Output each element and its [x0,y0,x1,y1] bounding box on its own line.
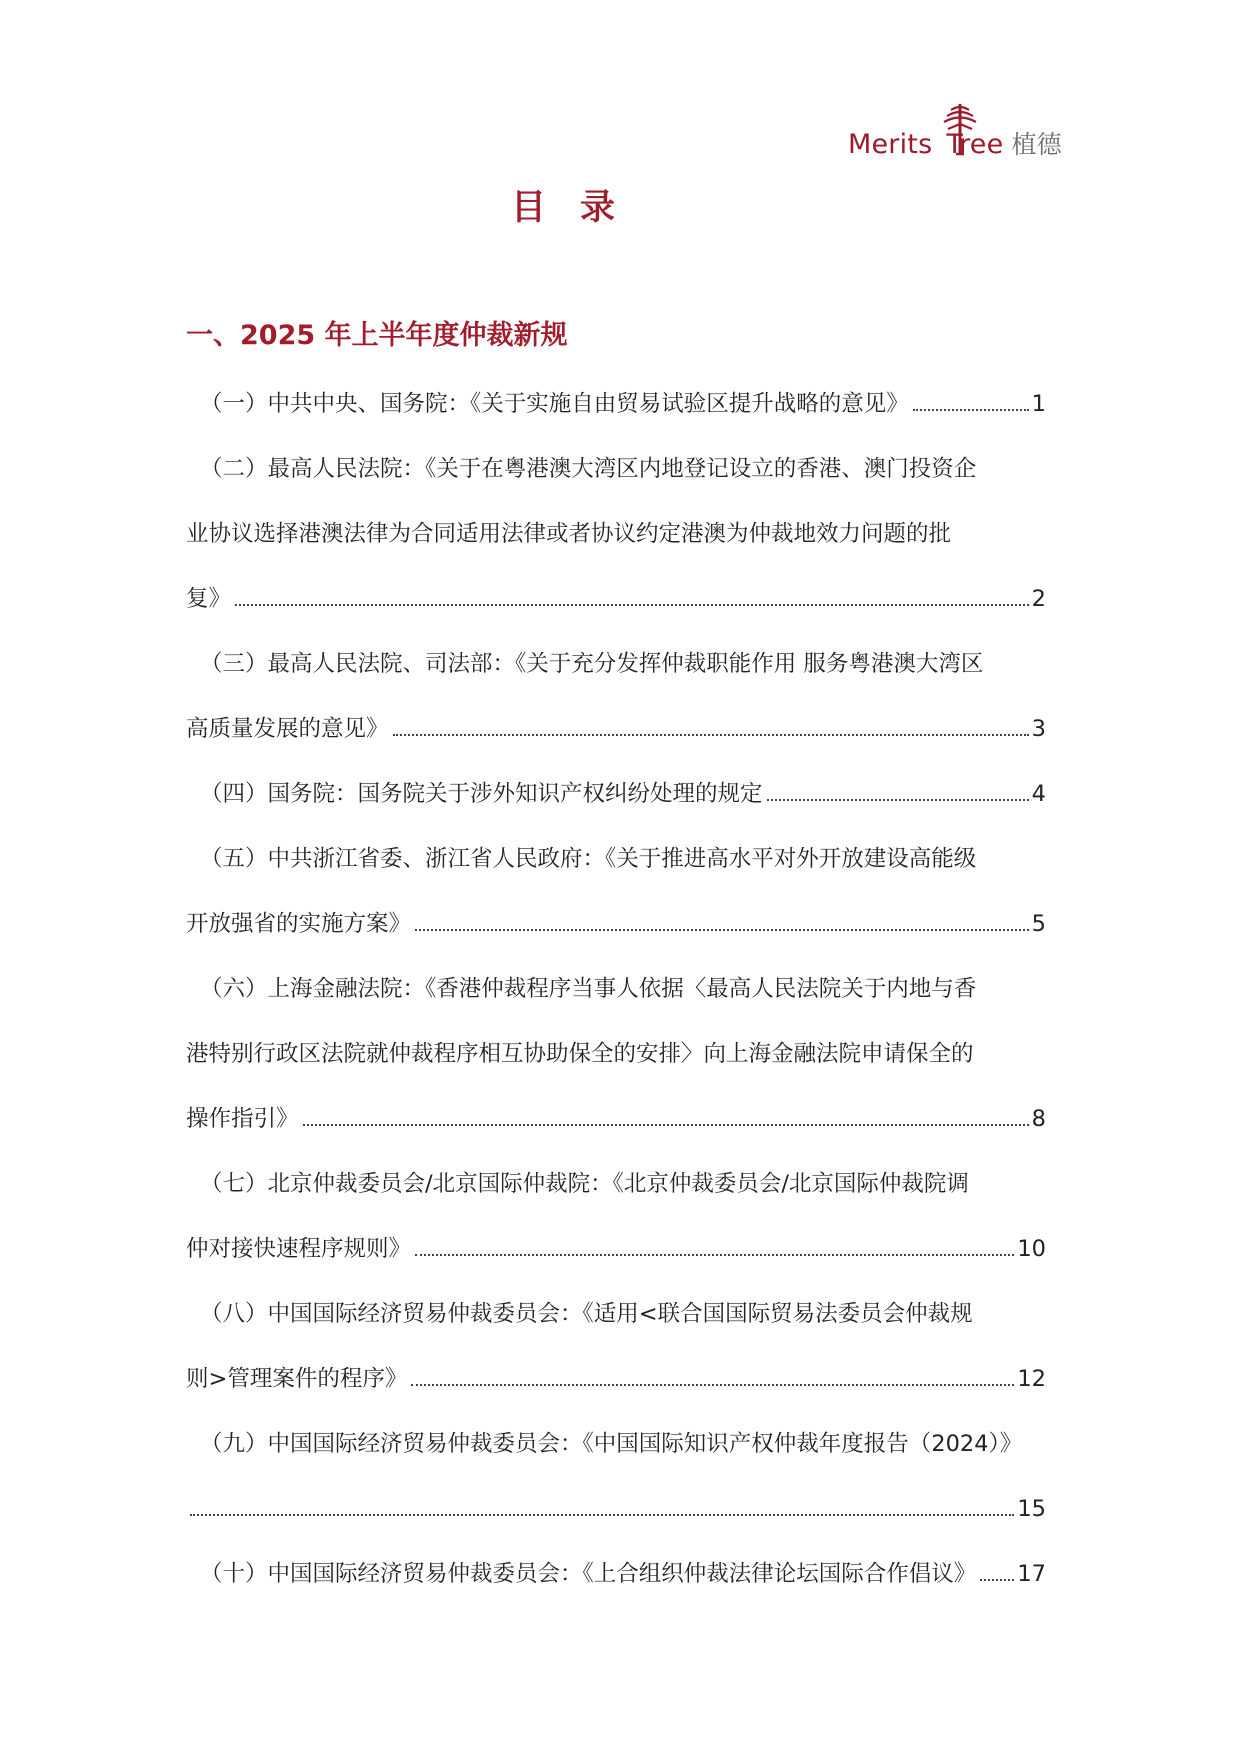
toc-entry[interactable] [186,762,1046,827]
toc-page-number: 5 [1031,911,1046,937]
toc-page-number: 4 [1031,781,1046,807]
toc-page-number: 17 [1017,1561,1046,1587]
toc-entry-text: （十）中国国际经济贸易仲裁委员会：《上合组织仲裁法律论坛国际合作倡议》 [200,1561,977,1587]
toc-page-number: 1 [1031,391,1046,417]
toc-title: 目录 [510,188,649,228]
toc-entry-text: （五）中共浙江省委、浙江省人民政府：《关于推进高水平对外开放建设高能级 [200,846,977,872]
section-heading: 一、2025 年上半年度仲裁新规 [186,320,568,351]
toc-page-number: 10 [1017,1236,1046,1262]
dot-leader [980,1579,1014,1581]
dot-leader [767,799,1029,801]
logo-text-tree: Tree [946,129,1004,160]
toc-entry-text: 开放强省的实施方案》 [186,911,412,937]
dot-leader [393,734,1029,736]
toc-entry-text: 操作指引》 [186,1106,299,1132]
toc-entry[interactable] [186,1412,1046,1542]
toc-entry-text: 业协议选择港澳法律为合同适用法律或者协议约定港澳为仲裁地效力问题的批 [186,521,952,547]
toc-entry-text: 高质量发展的意见》 [186,716,389,742]
toc-page-number: 12 [1017,1366,1046,1392]
toc-entry-text: （九）中国国际经济贸易仲裁委员会：《中国国际知识产权仲裁年度报告（2024）》 [200,1431,1023,1457]
toc-entry-text: （一）中共中央、国务院：《关于实施自由贸易试验区提升战略的意见》 [200,391,909,417]
toc-entry[interactable] [186,437,1046,632]
logo-text-chinese: 植德 [1011,130,1062,159]
toc-page-number: 2 [1031,586,1046,612]
dot-leader [190,1514,1014,1516]
toc-entry[interactable] [186,372,1046,437]
toc-entry[interactable] [186,1542,1046,1607]
toc-entry-text: （三）最高人民法院、司法部：《关于充分发挥仲裁职能作用 服务粤港澳大湾区 [200,651,984,677]
toc-list [186,372,1046,1607]
toc-entry-text: 复》 [186,586,232,612]
dot-leader [411,1384,1014,1386]
toc-entry-text: 仲对接快速程序规则》 [186,1236,412,1262]
toc-entry[interactable] [186,1152,1046,1282]
merits-tree-logo [848,102,1062,160]
toc-entry-text: （八）中国国际经济贸易仲裁委员会：《适用<联合国国际贸易法委员会仲裁规 [200,1301,973,1327]
toc-entry-text: （二）最高人民法院：《关于在粤港澳大湾区内地登记设立的香港、澳门投资企 [200,456,977,482]
toc-page-number: 8 [1031,1106,1046,1132]
toc-page-number: 15 [1017,1496,1046,1522]
toc-entry[interactable] [186,827,1046,957]
toc-entry-text: （四）国务院：国务院关于涉外知识产权纠纷处理的规定 [200,781,763,807]
logo-wordmark [848,128,1062,162]
toc-entry-text: （七）北京仲裁委员会/北京国际仲裁院：《北京仲裁委员会/北京国际仲裁院调 [200,1171,969,1197]
toc-entry[interactable] [186,632,1046,762]
toc-entry-text: 港特别行政区法院就仲裁程序相互协助保全的安排〉向上海金融法院申请保全的 [186,1041,974,1067]
dot-leader [303,1124,1029,1126]
toc-entry[interactable] [186,1282,1046,1412]
dot-leader [913,409,1029,411]
dot-leader [415,1254,1014,1256]
toc-page-number: 3 [1031,716,1046,742]
dot-leader [415,929,1029,931]
toc-entry-text: 则>管理案件的程序》 [186,1366,408,1392]
dot-leader [235,604,1029,606]
toc-entry[interactable] [186,957,1046,1152]
toc-entry-text: （六）上海金融法院：《香港仲裁程序当事人依据〈最高人民法院关于内地与香 [200,976,977,1002]
logo-text-merits: Merits [848,129,933,160]
